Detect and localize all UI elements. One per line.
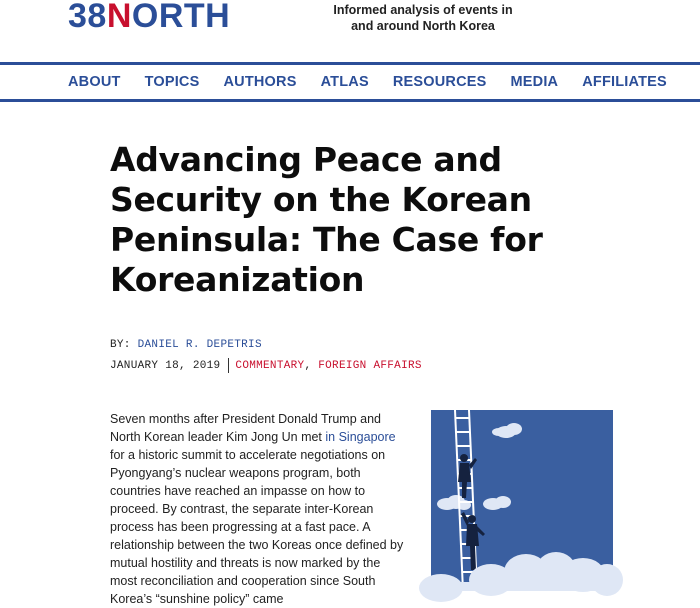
nav-item-media[interactable]: MEDIA xyxy=(510,74,559,90)
ladder-climbers-illustration-icon xyxy=(431,410,613,591)
body-text-end: for a historic summit to accelerate negotiations on Pyongyang’s nuclear weapons program, both countries have reached an impasse on how to proceed. By contrast, the separate inter-Korean process has been progressing at a fast pace. A relationship between the two Koreas once defined by mutual hostility and threats is now marked by the most reconciliation and cooperation since South Korea’s “sunshine policy” came xyxy=(110,448,404,606)
by-label: BY: xyxy=(110,339,131,351)
nav-item-atlas[interactable]: ATLAS xyxy=(320,74,369,90)
nav-item-affiliates[interactable]: AFFILIATES xyxy=(582,74,667,90)
author-link[interactable]: DANIEL R. DEPETRIS xyxy=(137,339,262,351)
main-nav xyxy=(0,62,700,102)
body-text-start: Seven months after President Donald Trump and North Korean leader Kim Jong Un met xyxy=(110,412,381,444)
category-commentary[interactable]: COMMENTARY xyxy=(235,359,305,372)
divider xyxy=(228,358,229,373)
logo-number: 38 xyxy=(68,0,107,35)
article-hero-image xyxy=(431,410,613,591)
category-separator: , xyxy=(304,359,312,372)
nav-item-topics[interactable]: TOPICS xyxy=(144,74,200,90)
nav-item-authors[interactable]: AUTHORS xyxy=(223,74,297,90)
publish-date: JANUARY 18, 2019 xyxy=(110,359,221,372)
logo-n: N xyxy=(106,0,132,35)
article-title: Advancing Peace and Security on the Korean Peninsula: The Case for Koreanization xyxy=(110,140,543,299)
byline xyxy=(110,339,262,351)
nav-item-about[interactable]: ABOUT xyxy=(68,74,121,90)
logo-rest: ORTH xyxy=(131,0,231,35)
dateline xyxy=(110,358,422,373)
singapore-link[interactable]: in Singapore xyxy=(325,430,396,444)
category-foreign-affairs[interactable]: FOREIGN AFFAIRS xyxy=(318,359,422,372)
site-logo[interactable] xyxy=(68,0,230,36)
article-body xyxy=(110,410,410,608)
tagline-line-1: Informed analysis of events in xyxy=(333,3,513,17)
site-tagline xyxy=(318,2,528,34)
nav-item-resources[interactable]: RESOURCES xyxy=(392,74,487,90)
tagline-line-2: and around North Korea xyxy=(351,19,495,33)
